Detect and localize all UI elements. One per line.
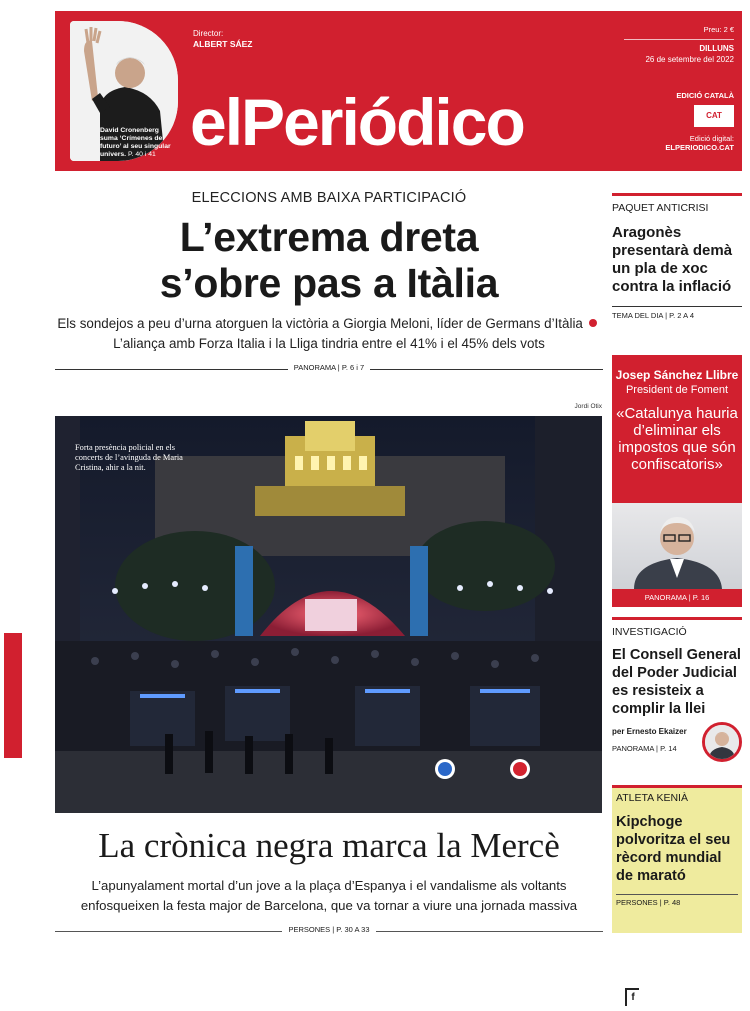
- lead-headline-line1: L’extrema dreta: [179, 214, 479, 260]
- lead-headline-line2: s’obre pas a Itàlia: [159, 260, 499, 306]
- box1-headline[interactable]: Aragonès presentarà demà un pla de xoc contra la inflació: [612, 224, 733, 295]
- lead-section-ref: [55, 363, 603, 375]
- edition-label: EDICIÓ CATALÀ: [676, 91, 734, 100]
- sidebar-box-interview[interactable]: [612, 355, 742, 607]
- bullet-icon: [589, 319, 597, 327]
- standfirst-part1: Els sondejos a peu d’urna atorguen la victòria a Giorgia Meloni, líder de Germans d’Itàlia: [57, 316, 583, 331]
- lead-kicker: ELECCIONS AMB BAIXA PARTICIPACIÓ: [191, 190, 467, 206]
- box3-byline: per Ernesto Ekaizer: [612, 727, 687, 736]
- box3-ref: PANORAMA | P. 14: [612, 744, 677, 753]
- date: 26 de setembre del 2022: [645, 55, 734, 64]
- promo-caption: David Cronenberg suma ‘Crímenes del futuro’ al seu singular univers. P. 40 i 41: [100, 127, 171, 158]
- second-section-ref-text: PERSONES | P. 30 A 33: [282, 925, 375, 934]
- director-name: ALBERT SÁEZ: [193, 39, 253, 49]
- interview-quote-box: [612, 358, 742, 503]
- box4-headline[interactable]: Kipchoge polvoritza el seu rècord mundial de marató: [616, 814, 731, 884]
- lead-section-ref-text: PANORAMA | P. 6 i 7: [288, 363, 370, 372]
- author-avatar: [702, 722, 742, 762]
- sidebar-box-investigacio[interactable]: [612, 617, 742, 774]
- digital-edition: [624, 134, 734, 152]
- edition-badge[interactable]: CAT: [694, 105, 734, 127]
- interview-quote[interactable]: «Catalunya hauria d’eliminar els impostos que són confiscatoris»: [616, 405, 738, 473]
- person-icon: [612, 503, 742, 589]
- second-section-ref: [55, 925, 603, 937]
- weekday: DILLUNS: [699, 44, 734, 53]
- left-edge-marker: [4, 633, 22, 758]
- box4-label: ATLETA KENIÀ: [616, 792, 688, 804]
- photo-caption: Forta presència policial en els concerts de l’avinguda de Maria Cristina, ahir a la nit.: [75, 443, 183, 472]
- box2-ref: PANORAMA | P. 16: [612, 589, 742, 607]
- box3-headline[interactable]: El Consell General del Poder Judicial es resisteix a complir la llei: [612, 647, 741, 717]
- concert-night-photo: [55, 416, 602, 813]
- photo-credit: Jordi Otix: [574, 403, 602, 410]
- sidebar-box-atleta[interactable]: [612, 785, 742, 933]
- interviewee-role: President de Foment: [625, 384, 729, 396]
- issue-date: [624, 39, 734, 65]
- newspaper-logo[interactable]: elPeriódico: [190, 85, 524, 159]
- author-icon: [705, 725, 739, 759]
- director-credit: [193, 29, 253, 49]
- interviewee-portrait: [612, 503, 742, 589]
- lead-standfirst: [55, 314, 603, 354]
- box3-label: INVESTIGACIÓ: [612, 626, 687, 638]
- second-standfirst: L’apunyalament mortal d’un jove a la plaça d’Espanya i el vandalisme als voltants enfosqueixen la festa major de Barcelona, que va tornar a viure una jornada massiva: [80, 878, 578, 913]
- standfirst-part2: L’aliança amb Forza Italia i la Lliga tindria entre el 41% i el 45% dels vots: [113, 336, 545, 351]
- second-headline[interactable]: La crònica negra marca la Mercè: [98, 826, 560, 865]
- box1-label: PAQUET ANTICRISI: [612, 202, 709, 214]
- lead-headline[interactable]: [55, 214, 603, 306]
- director-label: Director:: [193, 29, 224, 38]
- price: Preu: 2 €: [703, 25, 734, 34]
- main-photo[interactable]: [55, 416, 602, 813]
- lead-story: [55, 190, 603, 375]
- box1-ref: TEMA DEL DIA | P. 2 A 4: [612, 306, 742, 320]
- masthead: [55, 11, 742, 171]
- digital-label: Edició digital:: [689, 134, 734, 143]
- interviewee-name: Josep Sánchez Llibre: [615, 368, 739, 382]
- corner-logo-icon: f: [625, 988, 639, 1006]
- box4-ref: PERSONES | P. 48: [616, 894, 738, 907]
- sidebar-box-anticrisi[interactable]: [612, 193, 742, 320]
- digital-url[interactable]: ELPERIODICO.CAT: [665, 143, 734, 152]
